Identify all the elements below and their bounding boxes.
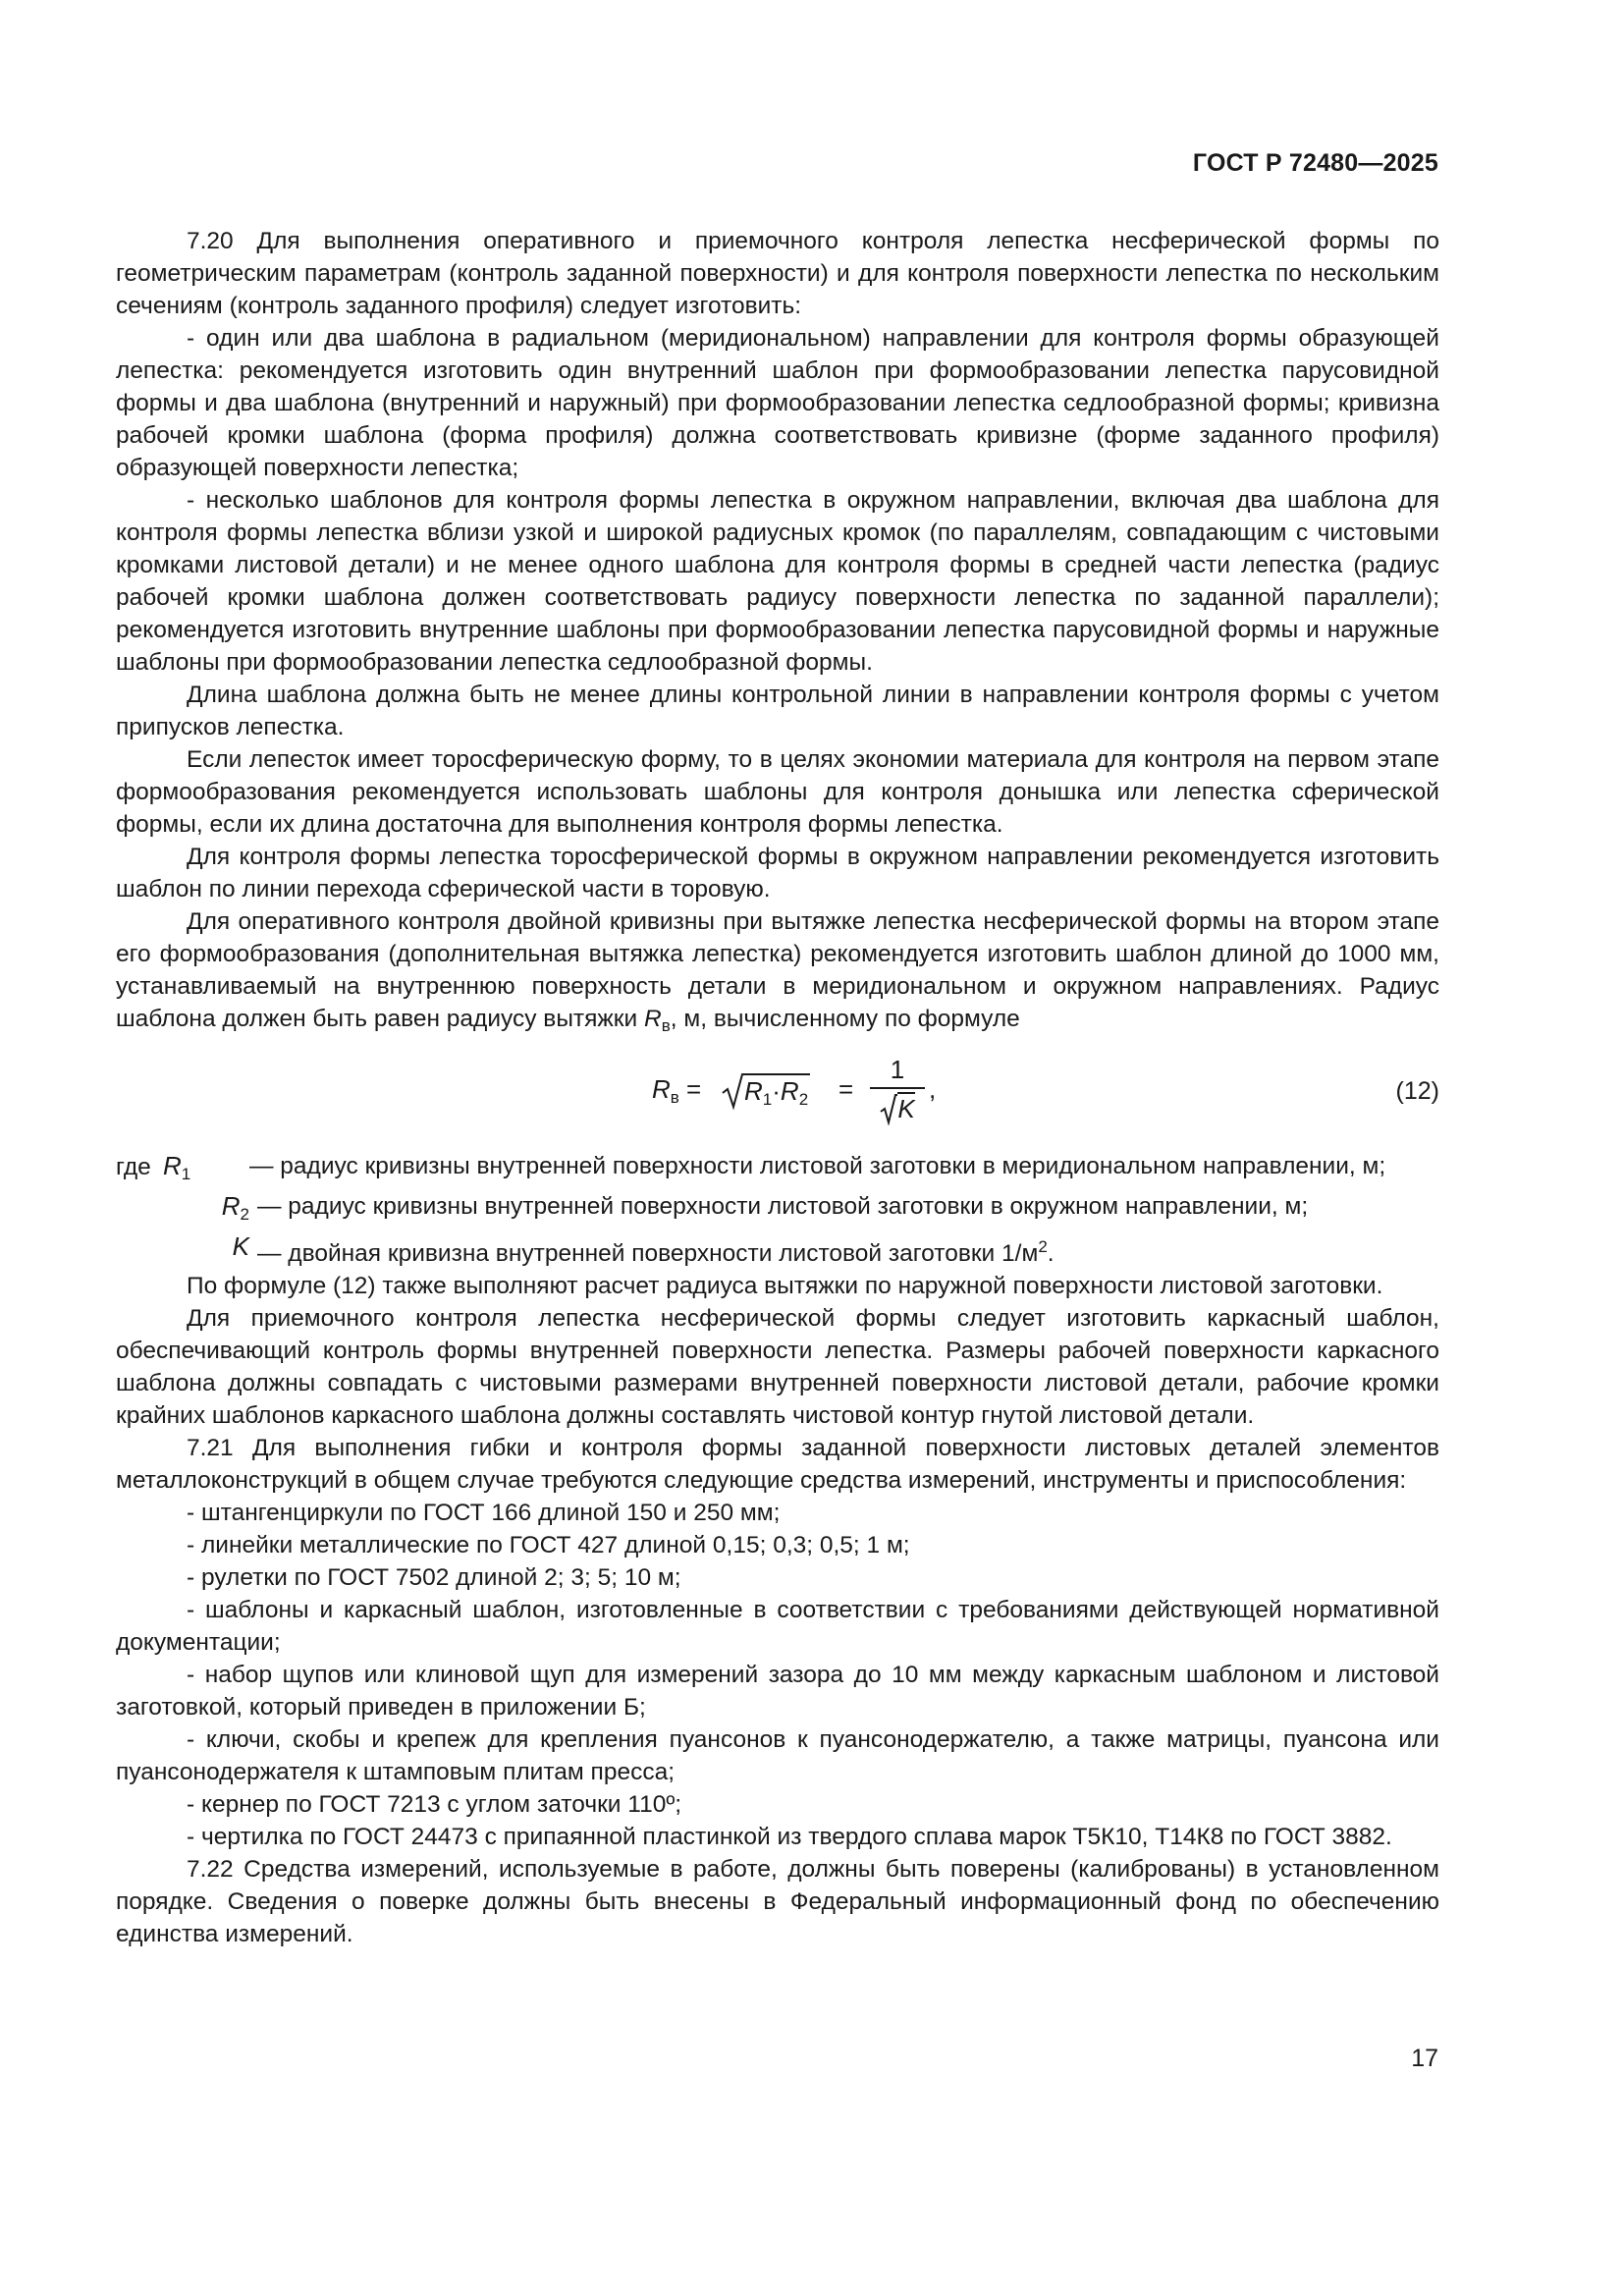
list-item-keys-fasteners: - ключи, скобы и крепеж для крепления пуансонов к пуансонодержателю, а также матрицы, пуансона или пуансонодержателя к штамповым плитам пресса;: [116, 1726, 1439, 1785]
list-item-templates: - шаблоны и каркасный шаблон, изготовленные в соответствии с требованиями действующей нормативной документации;: [116, 1597, 1439, 1656]
list-item-rulers: - линейки металлические по ГОСТ 427 длиной 0,15; 0,3; 0,5; 1 м;: [187, 1532, 910, 1558]
definition-r1: [116, 1150, 1439, 1190]
definition-k: [116, 1230, 1439, 1270]
symbol-k: K: [232, 1231, 249, 1261]
list-item-tape-measures: - рулетки по ГОСТ 7502 длиной 2; 3; 5; 10 м;: [187, 1564, 681, 1591]
fraction-numerator: 1: [890, 1055, 905, 1084]
formula-lead-tail: , м, вычисленному по формуле: [670, 1006, 1020, 1032]
formula-lhs: $R_в$ =: [652, 1074, 702, 1107]
paragraph-7-22: 7.22 Средства измерений, используемые в работе, должны быть поверены (калиброваны) в установленном порядке. Сведения о поверке должны быть внесены в Федеральный информационный фонд по обеспечению единства измерений.: [116, 1856, 1439, 1947]
list-item-calipers: - штангенциркули по ГОСТ 166 длиной 150 и 250 мм;: [187, 1500, 781, 1526]
formula-definitions: [116, 1150, 1439, 1270]
page-number: 17: [1411, 2045, 1438, 2072]
paragraph-operative-control: [116, 905, 1439, 1042]
rv-subscript: в: [661, 1016, 671, 1035]
list-item-center-punch: - кернер по ГОСТ 7213 с углом заточки 110º;: [187, 1791, 682, 1818]
list-item-scriber: - чертилка по ГОСТ 24473 с припаянной пластинкой из твердого сплава марок Т5К10, Т14К8 по ГОСТ 3882.: [187, 1824, 1392, 1850]
symbol-r1: $R_1$: [163, 1151, 191, 1183]
document-body: [116, 225, 1439, 1950]
where-label: где: [116, 1154, 151, 1180]
formula-fraction: [870, 1052, 925, 1128]
paragraph-formula-outer: По формуле (12) также выполняют расчет радиуса вытяжки по наружной поверхности листовой заготовки.: [187, 1273, 1383, 1299]
formula-number: (12): [1395, 1077, 1439, 1105]
document-code-header: ГОСТ Р 72480—2025: [1192, 149, 1438, 177]
list-item-radial-template: - один или два шаблона в радиальном (меридиональном) направлении для контроля формы образующей лепестка: рекомендуется изготовить один внутренний шаблон при формообразовании лепестка парусовидной формы и два шаблона (внутренний и наружный) при формообразовании лепестка седлообразной формы; кривизна рабочей кромки шаблона (форма профиля) должна соответствовать кривизне (форме заданного профиля) образующей поверхности лепестка;: [116, 325, 1439, 481]
paragraph-template-length: Длина шаблона должна быть не менее длины контрольной линии в направлении контроля формы с учетом припусков лепестка.: [116, 682, 1439, 740]
paragraph-frame-template: Для приемочного контроля лепестка несферической формы следует изготовить каркасный шаблон, обеспечивающий контроль формы внутренней поверхности лепестка. Размеры рабочей поверхности каркасного шаблона должны совпадать с чистовыми размерами внутренней поверхности листовой детали, рабочие кромки крайних шаблонов каркасного шаблона должны составлять чистовой контур гнутой листовой детали.: [116, 1305, 1439, 1429]
symbol-r2: $R_2$: [221, 1191, 249, 1224]
definition-k-text: — двойная кривизна внутренней поверхности листовой заготовки $1/м^2$.: [257, 1237, 1055, 1267]
fraction-denominator: K: [870, 1089, 925, 1128]
radical-sign-icon: [880, 1092, 897, 1125]
definition-r2: [116, 1190, 1439, 1230]
formula-eq2: =: [839, 1074, 854, 1104]
paragraph-torospherical: Если лепесток имеет торосферическую форму, то в целях экономии материала для контроля на первом этапе формообразования рекомендуется использовать шаблоны для контроля донышка или лепестка сферической формы, если их длина достаточна для выполнения контроля формы лепестка.: [116, 746, 1439, 838]
formula-12: [116, 1046, 1439, 1148]
list-item-feeler-gauges: - набор щупов или клиновой щуп для измерений зазора до 10 мм между каркасным шаблоном и листовой заготовкой, который приведен в приложении Б;: [116, 1662, 1439, 1721]
radical-sign-icon: [721, 1067, 744, 1111]
paragraph-operative-control-text: Для оперативного контроля двойной кривизны при вытяжке лепестка несферической формы на втором этапе его формообразования (дополнительная вытяжка лепестка) рекомендуется изготовить шаблон длиной до 1000 мм, устанавливаемый на внутреннюю поверхность детали в меридиональном и окружном направлениях. Радиус шаблона должен быть равен радиусу вытяжки: [116, 908, 1439, 1032]
definition-r1-text: — радиус кривизны внутренней поверхности листовой заготовки в меридиональном направлении, м;: [249, 1153, 1386, 1179]
formula-comma: ,: [929, 1074, 937, 1104]
definition-r2-text: — радиус кривизны внутренней поверхности листовой заготовки в окружном направлении, м;: [257, 1193, 1309, 1220]
paragraph-transition-line: Для контроля формы лепестка торосферической формы в окружном направлении рекомендуется изготовить шаблон по линии перехода сферической части в торовую.: [116, 844, 1439, 902]
list-item-circumferential-templates: - несколько шаблонов для контроля формы лепестка в окружном направлении, включая два шаблона для контроля формы лепестка вблизи узкой и широкой радиусных кромок (по параллелям, совпадающим с чистовыми кромками листовой детали) и не менее одного шаблона для контроля формы в средней части лепестка (радиус рабочей кромки шаблона должен соответствовать радиусу поверхности лепестка по заданной параллели); рекомендуется изготовить внутренние шаблоны при формообразовании лепестка парусовидной формы и наружные шаблоны при формообразовании лепестка седлообразной формы.: [116, 487, 1439, 676]
sqrt-radicand: $R_1\cdot R_2$: [742, 1073, 810, 1116]
paragraph-7-21: 7.21 Для выполнения гибки и контроля формы заданной поверхности листовых деталей элементов металлоконструкций в общем случае требуются следующие средства измерений, инструменты и приспособления:: [116, 1435, 1439, 1494]
rv-symbol: R: [644, 1006, 662, 1032]
paragraph-7-20: 7.20 Для выполнения оперативного и приемочного контроля лепестка несферической формы по геометрическим параметрам (контроль заданной поверхности) и для контроля поверхности лепестка по нескольким сечениям (контроль заданного профиля) следует изготовить:: [116, 228, 1439, 319]
